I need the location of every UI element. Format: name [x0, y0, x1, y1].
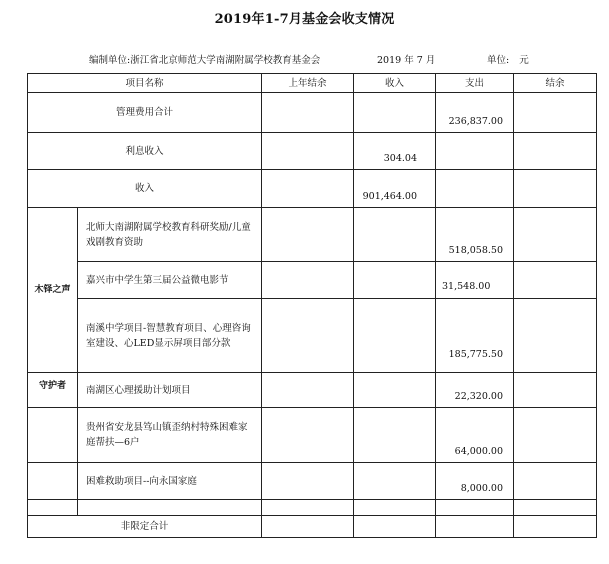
cell-expense: 236,837.00	[436, 93, 514, 133]
cell-income	[354, 516, 436, 538]
cell-income: 901,464.00	[354, 170, 436, 208]
cell-opening	[262, 262, 354, 299]
cell-balance	[514, 299, 597, 373]
header-opening-balance: 上年结余	[262, 74, 354, 93]
cell-income	[354, 463, 436, 500]
cell-balance	[514, 93, 597, 133]
cell-opening	[262, 463, 354, 500]
item-label: 困难救助项目--向永国家庭	[78, 463, 262, 500]
table-row	[28, 133, 597, 170]
cell-income: 304.04	[354, 133, 436, 170]
item-label: 贵州省安龙县笃山镇歪纳村特殊困难家庭帮扶—6户	[78, 408, 262, 463]
project-name: 木铎之声	[28, 208, 78, 373]
row-label: 非限定合计	[28, 516, 262, 538]
table-row	[28, 170, 597, 208]
table-row	[28, 299, 597, 373]
currency-unit-value: 元	[519, 55, 529, 66]
header-balance: 结余	[514, 74, 597, 93]
row-label: 管理费用合计	[28, 93, 262, 133]
table-row	[28, 516, 597, 538]
organization-unit: 编制单位:浙江省北京师范大学南湖附属学校教育基金会	[89, 55, 321, 66]
cell-expense	[436, 170, 514, 208]
currency-unit-label: 单位:	[487, 55, 510, 66]
row-label: 收入	[28, 170, 262, 208]
cell-balance	[514, 463, 597, 500]
project-name: 守护者	[28, 373, 78, 408]
cell-expense: 64,000.00	[436, 408, 514, 463]
cell-income	[354, 408, 436, 463]
table-row	[28, 208, 597, 262]
cell-opening	[262, 93, 354, 133]
cell-balance	[514, 170, 597, 208]
cell-opening	[262, 299, 354, 373]
cell-empty	[262, 500, 354, 516]
header-income: 收入	[354, 74, 436, 93]
cell-income	[354, 208, 436, 262]
cell-opening	[262, 373, 354, 408]
cell-income	[354, 262, 436, 299]
cell-balance	[514, 516, 597, 538]
cell-balance	[514, 408, 597, 463]
project-cell-empty	[28, 463, 78, 500]
cell-opening	[262, 516, 354, 538]
cell-opening	[262, 170, 354, 208]
table-row	[28, 463, 597, 500]
cell-opening	[262, 408, 354, 463]
cell-empty	[436, 500, 514, 516]
report-date: 2019 年 7 月	[377, 55, 436, 66]
table-row	[28, 262, 597, 299]
cell-balance	[514, 373, 597, 408]
cell-income	[354, 93, 436, 133]
row-label: 利息收入	[28, 133, 262, 170]
cell-expense	[436, 133, 514, 170]
currency-unit	[487, 52, 529, 66]
cell-balance	[514, 262, 597, 299]
project-cell-empty	[28, 408, 78, 463]
page-title: 2019年1-7月基金会收支情况	[214, 12, 395, 27]
item-label: 南湖区心理援助计划项目	[78, 373, 262, 408]
cell-expense: 8,000.00	[436, 463, 514, 500]
finance-table	[27, 73, 597, 538]
cell-balance	[514, 208, 597, 262]
header-expense: 支出	[436, 74, 514, 93]
cell-expense	[436, 516, 514, 538]
header-item-name: 项目名称	[28, 74, 262, 93]
cell-income	[354, 299, 436, 373]
cell-opening	[262, 208, 354, 262]
cell-empty	[28, 500, 78, 516]
item-label: 北师大南湖附属学校教育科研奖励/儿童戏剧教育资助	[78, 208, 262, 262]
cell-expense: 185,775.50	[436, 299, 514, 373]
table-row	[28, 408, 597, 463]
cell-empty	[514, 500, 597, 516]
item-label: 南溪中学项目-智慧教育项目、心理咨询室建设、心LED显示屏项目部分款	[78, 299, 262, 373]
cell-empty	[354, 500, 436, 516]
header-row	[28, 74, 597, 93]
table-row	[28, 93, 597, 133]
cell-expense: 518,058.50	[436, 208, 514, 262]
table-row	[28, 500, 597, 516]
cell-empty	[78, 500, 262, 516]
item-label: 嘉兴市中学生第三届公益微电影节	[78, 262, 262, 299]
cell-opening	[262, 133, 354, 170]
cell-balance	[514, 133, 597, 170]
table-row	[28, 373, 597, 408]
cell-expense: 22,320.00	[436, 373, 514, 408]
cell-income	[354, 373, 436, 408]
cell-expense: 31,548.00	[436, 262, 514, 299]
